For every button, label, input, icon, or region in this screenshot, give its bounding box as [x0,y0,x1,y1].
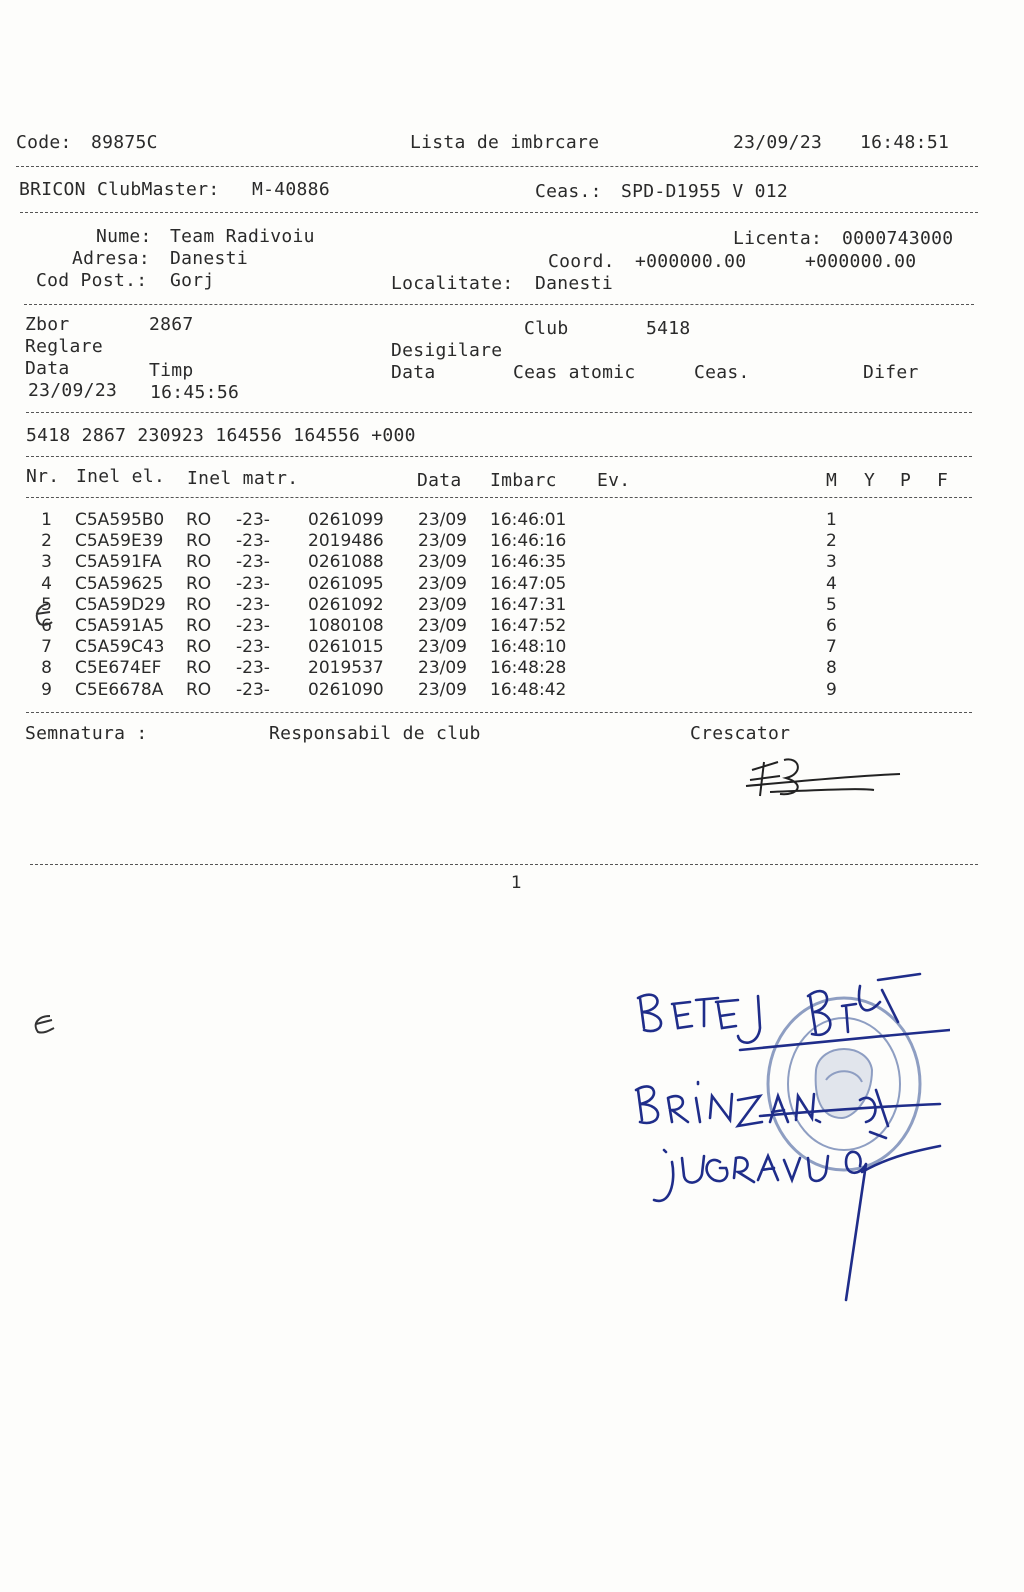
cell-data: 23/09 [418,531,467,552]
cell-m: 4 [826,573,837,594]
cell-nr: 8 [41,658,52,679]
cell-nr: 4 [41,573,52,594]
nume-value: Team Radivoiu [170,226,315,247]
coord-x: +000000.00 [635,251,747,272]
crescator-label: Crescator [690,723,791,744]
desigilare-label: Desigilare [391,340,503,361]
reglare-time: 16:45:56 [150,382,240,403]
cell-tara: RO [186,552,212,573]
localitate-value: Danesti [535,273,613,294]
cell-nr: 5 [41,594,52,615]
cell-imbarc: 16:48:10 [490,637,567,658]
signature-brinzan [636,1082,820,1126]
difer-label: Difer [863,362,919,383]
cell-matr: 0261090 [308,679,384,700]
cell-tara: RO [186,510,212,530]
cell-nr: 1 [41,510,52,530]
header-date: 23/09/23 [733,132,823,153]
cell-tara: RO [186,658,212,679]
cell-m: 7 [826,637,837,658]
licenta-value: 0000743000 [842,228,954,249]
col-inel-el: Inel el. [76,466,166,487]
code-label: Code: [16,132,72,153]
divider [20,212,978,213]
divider [26,497,972,498]
cell-tara: RO [186,616,212,636]
desigilare-data-label: Data [391,362,436,383]
cell-nr: 3 [41,552,52,573]
cell-tara: RO [186,637,212,658]
cell-data: 23/09 [418,573,467,594]
col-data: Data [417,470,462,491]
cell-matr: 2019486 [308,531,384,552]
club-stamp [768,998,920,1170]
divider [26,456,972,457]
cell-m: 3 [826,552,837,573]
cell-inel-el: C5A59C43 [75,637,165,658]
cell-m: 8 [826,658,837,679]
cell-matr: 0261099 [308,510,384,530]
cell-tara: RO [186,594,212,615]
col-p: P [900,470,912,491]
cod-post-value: Gorj [170,270,215,291]
ceas2-label: Ceas. [694,362,750,383]
zbor-label: Zbor [25,314,70,335]
cell-matr: 1080108 [308,616,384,636]
cell-inel-el: C5E674EF [75,658,162,679]
cell-inel-el: C5A591A5 [75,616,165,636]
pen-mark [30,600,56,630]
col-f: F [937,470,949,491]
divider [24,304,974,305]
cell-imbarc: 16:46:01 [490,510,567,530]
cell-imbarc: 16:46:16 [490,531,567,552]
col-y: Y [864,470,876,491]
col-m: M [826,470,838,491]
signature-jugravu [654,1150,828,1201]
cell-matr: 0261015 [308,637,384,658]
document-title: Lista de imbrcare [410,132,600,153]
cell-m: 5 [826,594,837,615]
cell-nr: 9 [41,679,52,700]
signatures-and-stamp [620,950,950,1310]
reglare-date: 23/09/23 [28,380,118,401]
cell-inel-el: C5E6678A [75,679,164,700]
col-ev: Ev. [597,470,631,491]
cell-nr: 7 [41,637,52,658]
ceas-label: Ceas.: [535,181,602,202]
cell-data: 23/09 [418,552,467,573]
page-number: 1 [511,873,522,893]
cell-an: -23- [236,552,270,573]
coord-label: Coord. [548,251,615,272]
cell-matr: 0261088 [308,552,384,573]
cell-imbarc: 16:47:05 [490,573,567,594]
club-label: Club [524,318,569,339]
code-value: 89875C [91,132,158,153]
reglare-timp-label: Timp [149,360,194,381]
cell-an: -23- [236,616,270,636]
divider [16,166,978,167]
divider [26,712,972,713]
cell-inel-el: C5A59E39 [75,531,164,552]
divider [26,412,972,413]
ceas-value: SPD-D1955 V 012 [621,181,789,202]
cell-tara: RO [186,679,212,700]
cell-data: 23/09 [418,679,467,700]
cell-an: -23- [236,531,270,552]
cell-imbarc: 16:47:52 [490,616,567,636]
cell-imbarc: 16:48:28 [490,658,567,679]
cell-imbarc: 16:48:42 [490,679,567,700]
semnatura-label: Semnatura : [25,723,148,744]
header-time: 16:48:51 [860,132,950,153]
licenta-label: Licenta: [733,228,823,249]
cell-m: 6 [826,616,837,636]
clubmaster-label: BRICON ClubMaster: [19,179,220,200]
col-nr: Nr. [26,466,60,487]
col-inel-matr: Inel matr. [187,468,299,489]
nume-label: Nume: [96,226,152,247]
reglare-data-label: Data [25,358,70,379]
cell-m: 1 [826,510,837,530]
flight-code-line: 5418 2867 230923 164556 164556 +000 [26,425,416,446]
cell-m: 2 [826,531,837,552]
cell-m: 9 [826,679,837,700]
cell-an: -23- [236,637,270,658]
cell-an: -23- [236,679,270,700]
responsabil-label: Responsabil de club [269,723,481,744]
cell-an: -23- [236,510,270,530]
cell-an: -23- [236,594,270,615]
zbor-value: 2867 [149,314,194,335]
reglare-label: Reglare [25,336,103,357]
crescator-signature [740,752,910,804]
cell-matr: 2019537 [308,658,384,679]
col-imbarc: Imbarc [490,470,557,491]
cell-imbarc: 16:46:35 [490,552,567,573]
cell-data: 23/09 [418,510,467,530]
cell-matr: 0261092 [308,594,384,615]
cell-inel-el: C5A591FA [75,552,162,573]
cell-matr: 0261095 [308,573,384,594]
adresa-value: Danesti [170,248,248,269]
clubmaster-value: M-40886 [252,179,330,200]
cell-tara: RO [186,531,212,552]
pen-mark [28,1010,58,1038]
cell-data: 23/09 [418,637,467,658]
cell-an: -23- [236,573,270,594]
cell-tara: RO [186,573,212,594]
divider [30,864,978,865]
cell-inel-el: C5A59625 [75,573,164,594]
cell-data: 23/09 [418,658,467,679]
coord-y: +000000.00 [805,251,917,272]
cod-post-label: Cod Post.: [36,270,148,291]
cell-imbarc: 16:47:31 [490,594,567,615]
adresa-label: Adresa: [72,248,150,269]
cell-data: 23/09 [418,594,467,615]
signature-betej [638,995,760,1043]
cell-inel-el: C5A59D29 [75,594,166,615]
cell-data: 23/09 [418,616,467,636]
club-value: 5418 [646,318,691,339]
ceas-atomic-label: Ceas atomic [513,362,636,383]
cell-inel-el: C5A595B0 [75,510,165,530]
cell-nr: 6 [41,616,52,636]
cell-nr: 2 [41,531,52,552]
cell-an: -23- [236,658,270,679]
localitate-label: Localitate: [391,273,514,294]
